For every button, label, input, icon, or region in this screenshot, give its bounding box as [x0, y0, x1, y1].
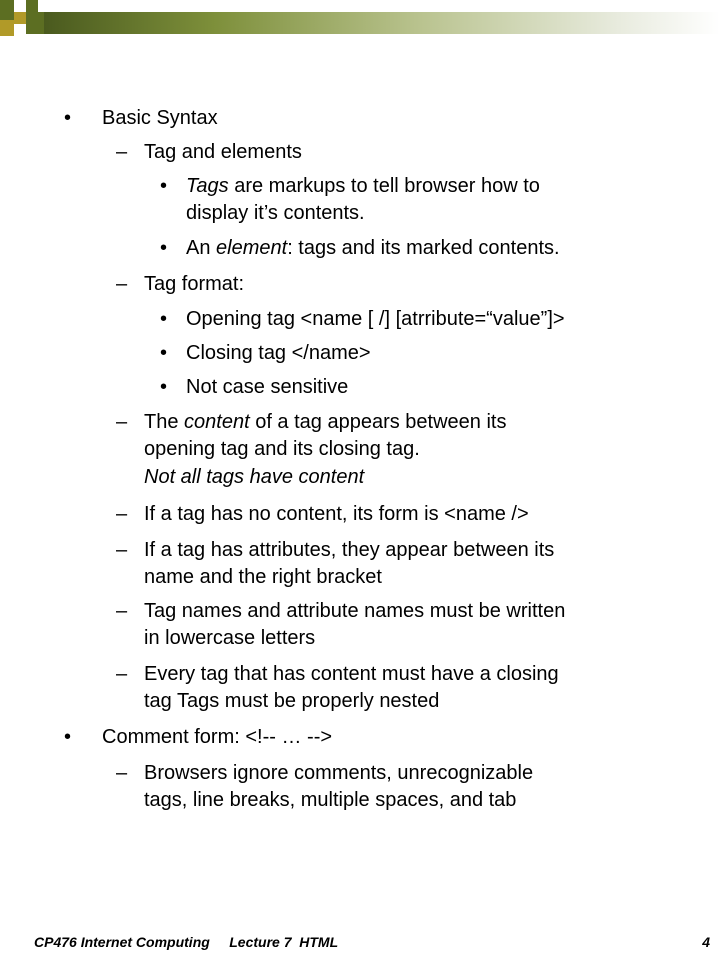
header-gradient-bar — [44, 12, 720, 34]
emphasis: content — [184, 411, 250, 433]
list-item: Every tag that has content must have a closing — [144, 663, 559, 685]
list-item: If a tag has no content, its form is <name /> — [144, 503, 529, 525]
deco-square — [14, 12, 26, 24]
deco-square — [26, 0, 38, 12]
text: An — [186, 237, 217, 259]
deco-square — [38, 0, 44, 12]
text: The — [144, 411, 185, 433]
dash-l2: – — [116, 600, 128, 622]
list-item: Not case sensitive — [186, 376, 349, 398]
bullet-l1: • — [64, 107, 72, 129]
list-item — [186, 235, 560, 261]
deco-square — [14, 0, 26, 12]
list-item: Tag format: — [144, 273, 245, 295]
dash-l2: – — [116, 141, 128, 163]
emphasis: Tags — [186, 175, 229, 197]
footer-course-title: CP476 Internet Computing Lecture 7 HTML — [34, 934, 339, 950]
list-item-continuation: name and the right bracket — [144, 566, 382, 588]
list-item: Opening tag <name [ /] [atrribute=“value”]> — [186, 308, 565, 330]
dash-l2: – — [116, 539, 128, 561]
list-item — [144, 409, 506, 435]
dash-l2: – — [116, 273, 128, 295]
list-item: Tag names and attribute names must be written — [144, 600, 566, 622]
bullet-l3: • — [160, 342, 168, 364]
deco-square — [0, 0, 14, 20]
list-item: Browsers ignore comments, unrecognizable — [144, 762, 534, 784]
list-item-continuation: tag Tags must be properly nested — [144, 690, 440, 712]
dash-l2: – — [116, 411, 128, 433]
list-item-continuation: tags, line breaks, multiple spaces, and tab — [144, 789, 517, 811]
deco-square — [14, 24, 26, 36]
dash-l2: – — [116, 762, 128, 784]
deco-square — [0, 20, 14, 36]
list-item: Comment form: <!-- … --> — [102, 726, 333, 748]
bullet-l3: • — [160, 376, 168, 398]
list-item-continuation: opening tag and its closing tag. — [144, 438, 420, 460]
deco-square — [26, 12, 44, 34]
dash-l2: – — [116, 503, 128, 525]
bullet-l1: • — [64, 726, 72, 748]
list-item-continuation: in lowercase letters — [144, 627, 316, 649]
bullet-l3: • — [160, 237, 168, 259]
italic-note: Not all tags have content — [144, 466, 365, 488]
list-item: If a tag has attributes, they appear between its — [144, 539, 555, 561]
bullet-l3: • — [160, 175, 168, 197]
list-item — [186, 173, 540, 199]
list-item: Basic Syntax — [102, 107, 218, 129]
emphasis: element — [216, 237, 288, 259]
list-item: Tag and elements — [144, 141, 302, 163]
page-number: 4 — [702, 934, 710, 950]
text: : tags and its marked contents. — [287, 237, 560, 259]
list-item-continuation: display it’s contents. — [186, 202, 365, 224]
slide-footer — [0, 934, 720, 954]
bullet-l3: • — [160, 308, 168, 330]
list-item: Closing tag </name> — [186, 342, 371, 364]
text: of a tag appears between its — [249, 411, 507, 433]
dash-l2: – — [116, 663, 128, 685]
text: are markups to tell browser how to — [228, 175, 540, 197]
